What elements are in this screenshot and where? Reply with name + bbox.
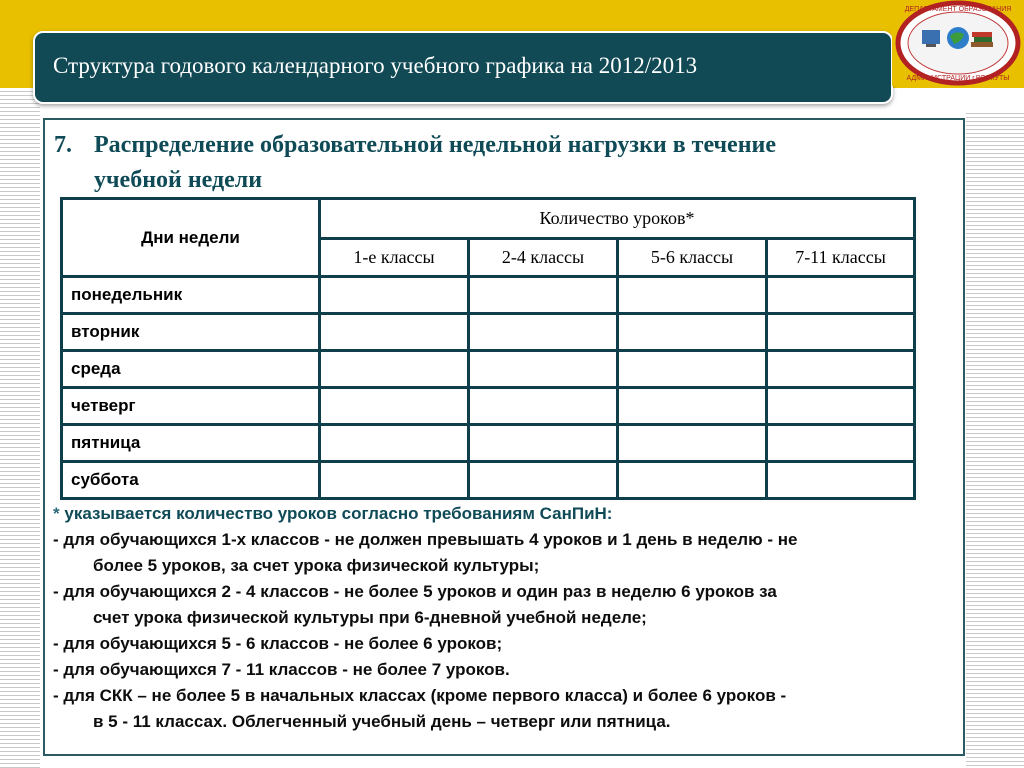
- table-row: [62, 351, 915, 388]
- notes-intro: [53, 501, 958, 527]
- lesson-cell: [618, 277, 767, 314]
- note-item: [53, 683, 958, 735]
- table-row: [62, 314, 915, 351]
- notes-block: [53, 501, 958, 735]
- note-line: - для обучающихся 2 - 4 классов - не более 5 уроков и один раз в неделю 6 уроков за: [53, 582, 777, 601]
- lesson-cell: [320, 388, 469, 425]
- notes-intro-text: указывается количество уроков согласно требованиям СанПиН:: [64, 504, 613, 523]
- lesson-cell: [469, 425, 618, 462]
- lesson-cell: [469, 462, 618, 499]
- table-row: [62, 277, 915, 314]
- day-cell: пятница: [62, 425, 320, 462]
- title-bar: [33, 31, 893, 104]
- department-logo: [892, 0, 1024, 86]
- note-line-cont: более 5 уроков, за счет урока физической культуры;: [93, 556, 540, 575]
- class-column-header: 1-е классы: [320, 239, 469, 277]
- day-cell: вторник: [62, 314, 320, 351]
- table-row: [62, 462, 915, 499]
- class-column-header: 5-6 классы: [618, 239, 767, 277]
- lesson-cell: [320, 425, 469, 462]
- weekly-load-table: [60, 197, 916, 500]
- lesson-cell: [767, 277, 915, 314]
- department-logo-icon: [892, 0, 1024, 86]
- lesson-cell: [469, 277, 618, 314]
- lesson-cell: [767, 351, 915, 388]
- note-item: [53, 657, 958, 683]
- lesson-cell: [469, 314, 618, 351]
- lesson-cell: [320, 462, 469, 499]
- day-cell: суббота: [62, 462, 320, 499]
- footnote-star: *: [53, 504, 60, 523]
- section-heading: [54, 128, 934, 198]
- day-cell: понедельник: [62, 277, 320, 314]
- section-heading-line1: Распределение образовательной недельной нагрузки в течение: [94, 132, 777, 158]
- lesson-cell: [618, 425, 767, 462]
- lesson-cell: [767, 425, 915, 462]
- logo-text-bottom: АДМИНИСТРАЦИИ г.ВОРКУТЫ: [906, 75, 1010, 82]
- note-line: - для СКК – не более 5 в начальных классах (кроме первого класса) и более 6 уроков -: [53, 686, 787, 705]
- day-cell: среда: [62, 351, 320, 388]
- lesson-cell: [469, 351, 618, 388]
- note-item: [53, 579, 958, 631]
- logo-text-top: ДЕПАРТАМЕНТ ОБРАЗОВАНИЯ: [904, 6, 1012, 13]
- table-row: [62, 425, 915, 462]
- note-line-cont: в 5 - 11 классах. Облегченный учебный день – четверг или пятница.: [93, 712, 671, 731]
- note-line: - для обучающихся 5 - 6 классов - не более 6 уроков;: [53, 634, 503, 653]
- section-heading-line2: учебной недели: [94, 167, 263, 193]
- lesson-cell: [618, 351, 767, 388]
- day-cell: четверг: [62, 388, 320, 425]
- lesson-cell: [320, 277, 469, 314]
- right-stripes-decoration: [966, 110, 1024, 768]
- lessons-header: Количество уроков*: [320, 199, 915, 239]
- slide-title: Структура годового календарного учебного графика на 2012/2013: [53, 53, 698, 78]
- left-stripes-decoration: [0, 88, 40, 768]
- note-item: [53, 527, 958, 579]
- lesson-cell: [469, 388, 618, 425]
- note-line: - для обучающихся 1-х классов - не должен превышать 4 уроков и 1 день в неделю - не: [53, 530, 798, 549]
- class-column-header: 2-4 классы: [469, 239, 618, 277]
- lesson-cell: [618, 462, 767, 499]
- lesson-cell: [767, 314, 915, 351]
- section-number: 7.: [54, 132, 72, 158]
- lesson-cell: [767, 462, 915, 499]
- lesson-cell: [320, 314, 469, 351]
- note-item: [53, 631, 958, 657]
- note-line-cont: счет урока физической культуры при 6-дневной учебной неделе;: [93, 608, 647, 627]
- note-line: - для обучающихся 7 - 11 классов - не более 7 уроков.: [53, 660, 510, 679]
- days-header: Дни недели: [62, 199, 320, 277]
- lesson-cell: [320, 351, 469, 388]
- lesson-cell: [618, 314, 767, 351]
- lesson-cell: [618, 388, 767, 425]
- class-column-header: 7-11 классы: [767, 239, 915, 277]
- lesson-cell: [767, 388, 915, 425]
- table-row: [62, 388, 915, 425]
